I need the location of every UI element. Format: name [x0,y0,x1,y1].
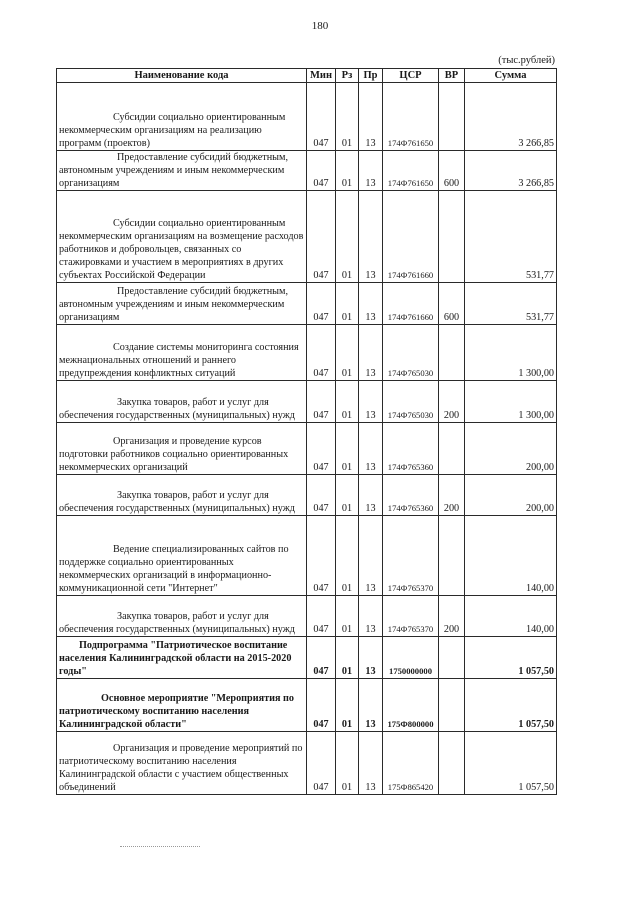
row-csr: 174Ф765030 [383,381,439,423]
table-row [57,381,557,423]
row-name [57,732,307,795]
row-sum: 3 266,85 [465,151,557,191]
header-csr: ЦСР [383,69,439,83]
row-pr: 13 [359,475,383,516]
row-rz: 01 [336,679,359,732]
row-name [57,516,307,596]
row-rz: 01 [336,283,359,325]
row-vr: 200 [439,475,465,516]
row-name [57,283,307,325]
table-row [57,637,557,679]
row-name [57,381,307,423]
row-sum: 1 057,50 [465,679,557,732]
row-min: 047 [307,679,336,732]
row-vr [439,516,465,596]
row-pr: 13 [359,83,383,151]
row-csr: 174Ф761660 [383,191,439,283]
row-name-text: Ведение специализированных сайтов по поддержке социально ориентированных некоммерческих организаций в информационно-коммуникационной сети "Интернет" [59,544,289,594]
table-row [57,423,557,475]
header-pr: Пр [359,69,383,83]
table-header-row [57,69,557,83]
row-csr: 175Ф800000 [383,679,439,732]
row-csr: 174Ф761650 [383,151,439,191]
row-sum: 1 057,50 [465,637,557,679]
row-csr: 174Ф765030 [383,325,439,381]
row-name-text: Создание системы мониторинга состояния межнациональных отношений и раннего предупреждения конфликтных ситуаций [59,342,299,379]
header-sum: Сумма [465,69,557,83]
row-name [57,475,307,516]
row-vr: 200 [439,596,465,637]
row-pr: 13 [359,516,383,596]
row-name-text: Предоставление субсидий бюджетным, автономным учреждениям и иным некоммерческим организациям [59,286,289,323]
row-sum: 531,77 [465,283,557,325]
table-row [57,283,557,325]
row-sum: 3 266,85 [465,83,557,151]
row-vr [439,191,465,283]
row-rz: 01 [336,516,359,596]
row-name-text: Основное мероприятие "Мероприятия по патриотическому воспитанию населения Калининградской области" [59,693,294,730]
row-vr [439,325,465,381]
row-rz: 01 [336,732,359,795]
row-pr: 13 [359,732,383,795]
table-row [57,191,557,283]
row-csr: 174Ф765360 [383,475,439,516]
row-csr: 174Ф761660 [383,283,439,325]
row-sum: 531,77 [465,191,557,283]
table-row [57,596,557,637]
row-name [57,191,307,283]
table-row [57,475,557,516]
row-name-text: Субсидии социально ориентированным некоммерческим организациям на реализацию программ (проектов) [59,112,286,149]
row-name-text: Закупка товаров, работ и услуг для обеспечения государственных (муниципальных) нужд [59,611,295,635]
budget-table [56,68,557,795]
row-rz: 01 [336,191,359,283]
table-row [57,732,557,795]
footer-mark [120,846,200,847]
row-vr [439,637,465,679]
row-sum: 140,00 [465,596,557,637]
table-row [57,83,557,151]
row-min: 047 [307,475,336,516]
header-rz: Рз [336,69,359,83]
row-rz: 01 [336,381,359,423]
row-vr [439,732,465,795]
row-csr: 174Ф765370 [383,516,439,596]
row-name-text: Организация и проведение мероприятий по патриотическому воспитанию населения Калининградской области с участием общественных объединений [59,743,303,793]
table-row [57,516,557,596]
row-pr: 13 [359,151,383,191]
row-csr: 174Ф765370 [383,596,439,637]
row-name-text: Организация и проведение курсов подготовки работников социально ориентированных некоммерческих организаций [59,436,289,473]
row-name-text: Подпрограмма "Патриотическое воспитание населения Калининградской области на 2015-2020 годы" [59,640,292,677]
row-name-text: Закупка товаров, работ и услуг для обеспечения государственных (муниципальных) нужд [59,397,295,421]
row-rz: 01 [336,325,359,381]
row-csr: 1750000000 [383,637,439,679]
row-pr: 13 [359,325,383,381]
row-sum: 140,00 [465,516,557,596]
row-vr: 600 [439,283,465,325]
row-rz: 01 [336,596,359,637]
row-pr: 13 [359,679,383,732]
row-sum: 200,00 [465,423,557,475]
row-rz: 01 [336,151,359,191]
row-csr: 175Ф865420 [383,732,439,795]
row-name [57,679,307,732]
row-vr [439,423,465,475]
table-row [57,325,557,381]
row-name [57,83,307,151]
row-sum: 1 300,00 [465,381,557,423]
page-number: 180 [311,20,329,32]
row-pr: 13 [359,596,383,637]
row-name [57,325,307,381]
row-min: 047 [307,325,336,381]
row-min: 047 [307,191,336,283]
row-min: 047 [307,596,336,637]
row-vr: 600 [439,151,465,191]
row-name [57,596,307,637]
row-pr: 13 [359,637,383,679]
row-pr: 13 [359,191,383,283]
row-min: 047 [307,516,336,596]
row-vr [439,83,465,151]
header-name: Наименование кода [57,69,307,83]
row-sum: 1 057,50 [465,732,557,795]
units-label: (тыс.рублей) [498,55,555,66]
row-min: 047 [307,637,336,679]
row-min: 047 [307,151,336,191]
row-pr: 13 [359,283,383,325]
row-min: 047 [307,83,336,151]
row-rz: 01 [336,475,359,516]
row-sum: 200,00 [465,475,557,516]
row-min: 047 [307,423,336,475]
row-rz: 01 [336,637,359,679]
row-sum: 1 300,00 [465,325,557,381]
row-csr: 174Ф761650 [383,83,439,151]
row-pr: 13 [359,381,383,423]
row-min: 047 [307,732,336,795]
row-rz: 01 [336,423,359,475]
row-vr: 200 [439,381,465,423]
table-row [57,679,557,732]
row-name-text: Предоставление субсидий бюджетным, автономным учреждениям и иным некоммерческим организациям [59,152,289,189]
row-name [57,151,307,191]
row-vr [439,679,465,732]
row-name [57,637,307,679]
row-pr: 13 [359,423,383,475]
row-rz: 01 [336,83,359,151]
row-name-text: Закупка товаров, работ и услуг для обеспечения государственных (муниципальных) нужд [59,490,295,514]
row-csr: 174Ф765360 [383,423,439,475]
row-name-text: Субсидии социально ориентированным некоммерческим организациям на возмещение расходов работников и добровольцев, связанных со стажировками и участием в мероприятиях в других субъектах Российской Федерации [59,218,304,281]
row-name [57,423,307,475]
row-min: 047 [307,381,336,423]
table-row [57,151,557,191]
row-min: 047 [307,283,336,325]
header-min: Мин [307,69,336,83]
header-vr: ВР [439,69,465,83]
